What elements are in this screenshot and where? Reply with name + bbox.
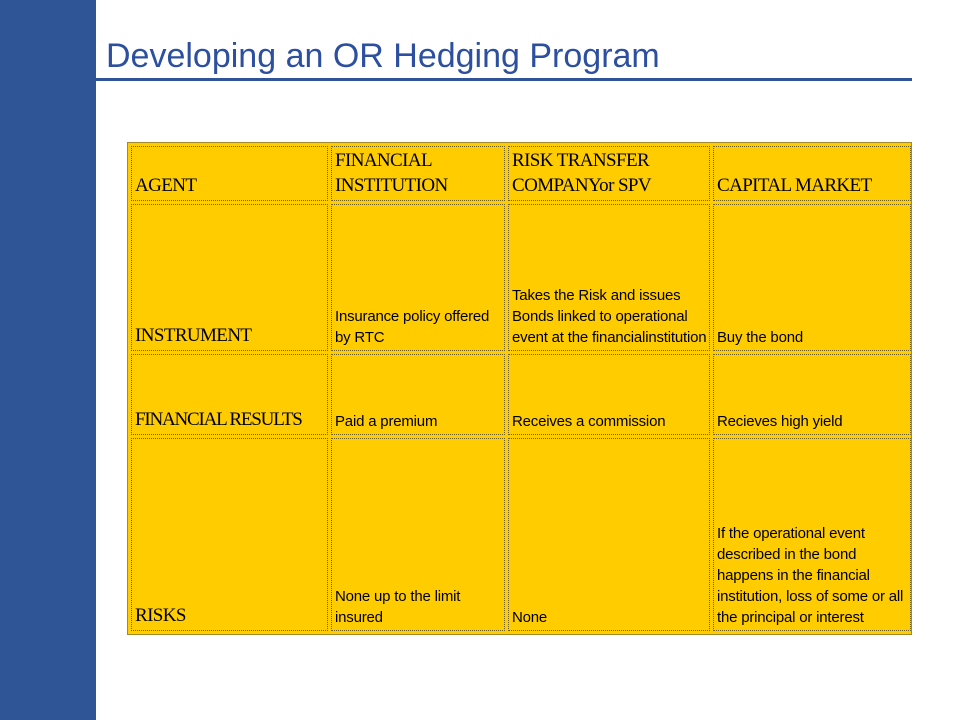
cell-risks-financial-institution: None up to the limit insured — [331, 438, 505, 631]
table-row — [131, 354, 911, 435]
hedging-grid — [128, 143, 914, 634]
cell-results-risk-transfer-company: Receives a commission — [508, 354, 710, 435]
row-label-risks: RISKS — [131, 438, 328, 631]
table-header-row — [131, 146, 911, 201]
cell-instrument-risk-transfer-company: Takes the Risk and issues Bonds linked to operational event at the financialinstitution — [508, 204, 710, 351]
cell-results-financial-institution: Paid a premium — [331, 354, 505, 435]
header-capital-market: CAPITAL MARKET — [713, 146, 911, 201]
table-row — [131, 438, 911, 631]
row-label-instrument: INSTRUMENT — [131, 204, 328, 351]
header-financial-institution: FINANCIAL INSTITUTION — [331, 146, 505, 201]
hedging-table — [127, 142, 912, 635]
title-rule-left — [49, 78, 96, 81]
slide-title: Developing an OR Hedging Program — [106, 37, 660, 75]
cell-risks-capital-market: If the operational event described in the bond happens in the financial institution, loss of some or all the principal or interest — [713, 438, 911, 631]
title-rule — [96, 78, 912, 81]
left-accent-bar — [0, 0, 96, 720]
header-risk-transfer-company: RISK TRANSFER COMPANYor SPV — [508, 146, 710, 201]
cell-results-capital-market: Recieves high yield — [713, 354, 911, 435]
row-label-financial-results: FINANCIAL RESULTS — [131, 354, 328, 435]
cell-instrument-financial-institution: Insurance policy offered by RTC — [331, 204, 505, 351]
cell-instrument-capital-market: Buy the bond — [713, 204, 911, 351]
table-row — [131, 204, 911, 351]
header-agent: AGENT — [131, 146, 328, 201]
cell-risks-risk-transfer-company: None — [508, 438, 710, 631]
